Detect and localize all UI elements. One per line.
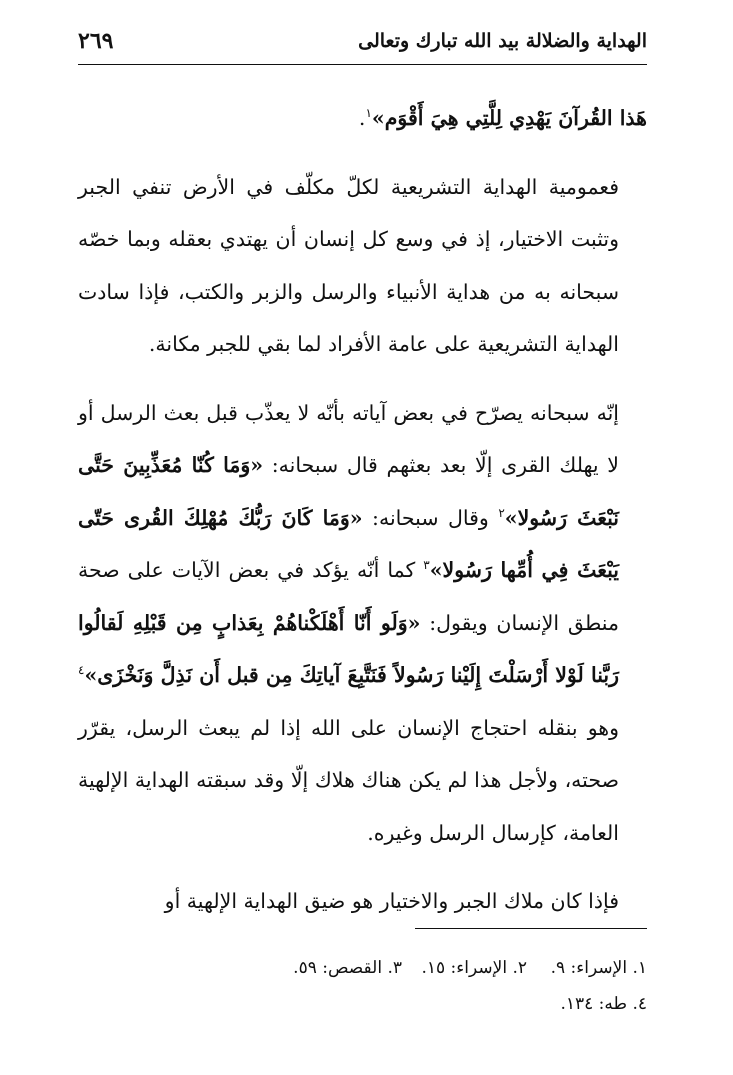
page-number: ٢٦٩ xyxy=(78,28,114,54)
footnote-item: ٣. القصص: ٥٩. xyxy=(293,958,402,978)
quran-verse-line xyxy=(78,92,647,145)
footnote-item: ٤. طه: ١٣٤. xyxy=(560,994,647,1014)
footnote-ref: ٢ xyxy=(498,505,505,520)
footnote-ref: ١ xyxy=(365,106,372,121)
footnote-row xyxy=(78,950,647,986)
quran-quote: «وَمَا كَانَ رَبُّكَ مُهْلِكَ القُرى حَتّى يَبْعَثَ فِي أُمِّها رَسُولا» xyxy=(78,505,619,582)
quran-quote: هَذا القُرآنَ يَهْدِي لِلَّتِي هِيَ أَقْوَم» xyxy=(371,106,647,130)
paragraph-text: إنّه سبحانه يصرّح في بعض آياته بأنّه لا يعذّب قبل بعث الرسل أو لا يهلك القرى إلّا بعد بعثهم قال سبحانه: xyxy=(78,400,619,477)
paragraph: فعمومية الهداية التشريعية لكلّ مكلّف في الأرض تنفي الجبر وتثبت الاختيار، إذ في وسع كل إنسان أن يهتدي بعقله وبما خصّه سبحانه به من هداية الأنبياء والرسل والزبر والكتب، فإذا سادت الهداية التشريعية على عامة الأفراد لما بقي للجبر مكانة. xyxy=(78,174,619,356)
running-header xyxy=(78,18,647,65)
main-text xyxy=(78,92,647,928)
footnote-row xyxy=(78,986,647,1022)
footnote-divider xyxy=(415,928,647,929)
paragraph-text: وهو بنقله احتجاج الإنسان على الله إذا لم يبعث الرسل، يقرّر صحته، ولأجل هذا لم يكن هناك هلاك إلّا وقد سبقته الهداية الإلهية العامة، كإرسال الرسل وغيره. xyxy=(78,715,619,845)
paragraph: فإذا كان ملاك الجبر والاختيار هو ضيق الهداية الإلهية أو xyxy=(164,889,619,913)
paragraph-text: وقال سبحانه: xyxy=(362,505,499,530)
quran-quote: «وَمَا كُنّا مُعَذِّبِينَ حَتَّى نَبْعَثَ رَسُولا» xyxy=(78,453,619,530)
footnote-ref: ٣ xyxy=(423,558,430,573)
footnotes xyxy=(78,950,647,1022)
quran-quote: «وَلَو أَنّا أَهْلَكْناهُمْ بِعَذابٍ مِن قَبْلِهِ لَقالُوا رَبَّنا لَوْلا أَرْسَلْتَ إِلَيْنا رَسُولاً فَنَتَّبِعَ آياتِكَ مِن قبل أَن نَذِلَّ وَنَخْزَى» xyxy=(78,610,619,687)
punctuation: . xyxy=(358,106,366,130)
footnote-item: ١. الإسراء: ٩. xyxy=(550,958,647,978)
paragraph-text: كما أنّه يؤكد في بعض الآيات على صحة منطق الإنسان ويقول: xyxy=(78,558,619,635)
footnote-ref: ٤ xyxy=(78,663,85,678)
footnote-item: ٢. الإسراء: ١٥. xyxy=(421,958,527,978)
header-title: الهداية والضلالة بيد الله تبارك وتعالى xyxy=(358,30,647,52)
paragraph xyxy=(78,387,647,860)
